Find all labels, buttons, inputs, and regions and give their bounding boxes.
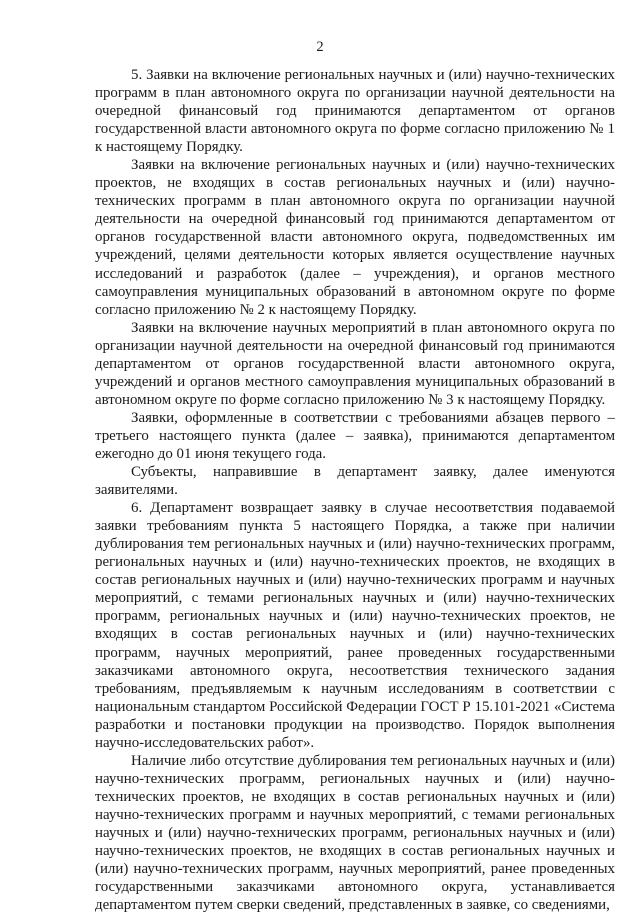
page-number: 2 (316, 39, 324, 55)
paragraph-item-5: 5. Заявки на включение региональных научных и (или) научно-технических программ в план автономного округа по организации научной деятельности на очередной финансовый год принимаются департаментом от органов государственной власти автономного округа по форме согласно приложению № 1 к настоящему Порядку. (95, 67, 615, 156)
paragraph-events-applications: Заявки на включение научных мероприятий в план автономного округа по организации научной деятельности на очередной финансовый год принимаются департаментом от органов государственной власти автономного округа, учреждений и органов местного самоуправления муниципальных образований в автономном округе по форме согласно приложению № 3 к настоящему Порядку. (95, 319, 615, 408)
paragraph-projects-applications: Заявки на включение региональных научных и (или) научно-технических проектов, не входящих в состав региональных научных и (или) научно-технических программ в план автономного округа по организации научной деятельности на очередной финансовый год принимаются департаментом от органов государственной власти автономного округа, подведомственных им учреждений, целями деятельности которых является осуществление научных исследований и разработок (далее – учреждения), и органов местного самоуправления муниципальных образований в автономном округе по форме согласно приложению № 2 к настоящему Порядку. (95, 157, 615, 318)
paragraph-item-6: 6. Департамент возвращает заявку в случае несоответствия подаваемой заявки требованиям пункта 5 настоящего Порядка, а также при наличии дублирования тем региональных научных и (или) научно-технических программ, региональных научных и (или) научно-технических проектов, не входящих в состав региональных научных и (или) научно-технических программ и научных мероприятий, с темами региональных научных и (или) научно-технических программ, региональных научных и (или) научно-технических проектов, не входящих в состав региональных научных и (или) научно-технических программ, научных мероприятий, ранее проведенных государственными заказчиками автономного округа, несоответствия технического задания требованиям, предъявляемым к научным исследованиям в соответствии с национальным стандартом Российской Федерации ГОСТ Р 15.101-2021 «Система разработки и постановки продукции на производство. Порядок выполнения научно-исследовательских работ». (95, 500, 615, 751)
paragraph-applicants-definition: Субъекты, направившие в департамент заявку, далее именуются заявителями. (95, 464, 615, 499)
paragraph-application-deadline: Заявки, оформленные в соответствии с требованиями абзацев первого – третьего настоящего пункта (далее – заявка), принимаются департаментом ежегодно до 01 июня текущего года. (95, 409, 615, 462)
paragraph-duplication-check: Наличие либо отсутствие дублирования тем региональных научных и (или) научно-технических программ, региональных научных и (или) научно-технических проектов, не входящих в состав региональных научных и (или) научно-технических программ и научных мероприятий, с темами региональных научных и (или) научно-технических программ, региональных научных и (или) научно-технических проектов, не входящих в состав региональных научных и (или) научно-технических программ, научных мероприятий, ранее проведенных государственными заказчиками автономного округа, устанавливается департаментом путем сверки сведений, представленных в заявке, со сведениями, (95, 752, 615, 914)
document-body (95, 66, 615, 914)
